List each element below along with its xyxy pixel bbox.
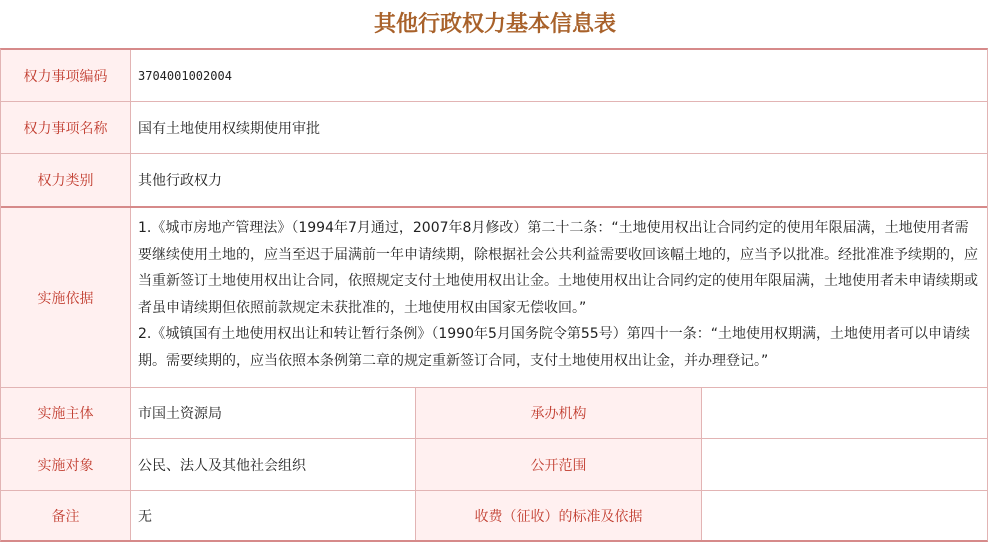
object-label: 实施对象 (1, 439, 131, 490)
basis-value (131, 208, 987, 387)
agency-value (702, 388, 987, 438)
name-value: 国有土地使用权续期使用审批 (131, 102, 987, 153)
table-row-category (1, 154, 987, 208)
table-row-remark (1, 491, 987, 540)
basis-label: 实施依据 (1, 208, 131, 387)
table-row-code (1, 50, 987, 102)
object-value: 公民、法人及其他社会组织 (131, 439, 416, 490)
info-table (0, 48, 988, 542)
fee-label: 收费（征收）的标准及依据 (416, 491, 702, 540)
table-row-subject (1, 388, 987, 439)
code-value: 3704001002004 (131, 50, 987, 101)
subject-value: 市国土资源局 (131, 388, 416, 438)
agency-label: 承办机构 (416, 388, 702, 438)
page-title: 其他行政权力基本信息表 (373, 11, 616, 37)
basis-item-2: 2.《城镇国有土地使用权出让和转让暂行条例》（1990年5月国务院令第55号）第四十一条：“土地使用权期满，土地使用者可以申请续期。需要续期的，应当依照本条例第二章的规定重新签订合同，支付土地使用权出让金，并办理登记。” (138, 326, 970, 369)
table-row-name (1, 102, 987, 154)
name-label: 权力事项名称 (1, 102, 131, 153)
remark-value: 无 (131, 491, 416, 540)
subject-label: 实施主体 (1, 388, 131, 438)
scope-value (702, 439, 987, 490)
fee-value (702, 491, 987, 540)
remark-label: 备注 (1, 491, 131, 540)
category-label: 权力类别 (1, 154, 131, 206)
category-value: 其他行政权力 (131, 154, 987, 206)
basis-item-1: 1.《城市房地产管理法》（1994年7月通过，2007年8月修改）第二十二条：“土地使用权出让合同约定的使用年限届满，土地使用者需要继续使用土地的，应当至迟于届满前一年申请续期，除根据社会公共利益需要收回该幅土地的，应当予以批准。经批准准予续期的，应当重新签订土地使用权出让合同，依照规定支付土地使用权出让金。土地使用权出让合同约定的使用年限届满，土地使用者未申请续期或者虽申请续期但依照前款规定未获批准的，土地使用权由国家无偿收回。” (138, 220, 978, 316)
code-label: 权力事项编码 (1, 50, 131, 101)
table-row-object (1, 439, 987, 491)
table-row-basis (1, 208, 987, 388)
scope-label: 公开范围 (416, 439, 702, 490)
